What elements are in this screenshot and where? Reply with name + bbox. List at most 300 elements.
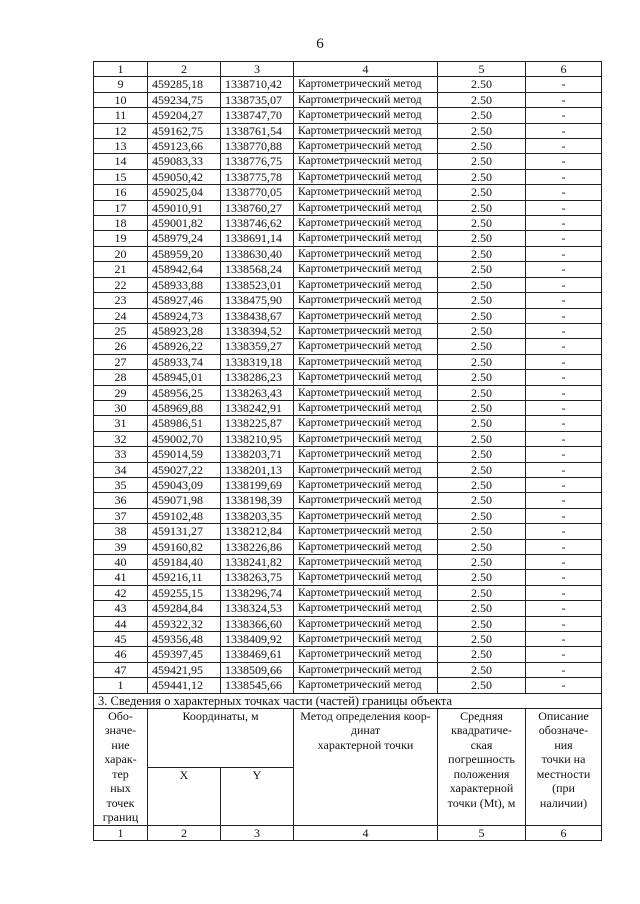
method-cell: Картометрический метод	[294, 277, 438, 292]
description-cell: -	[526, 216, 602, 231]
point-number-cell: 18	[94, 216, 148, 231]
table-row	[94, 293, 602, 308]
column-number: 5	[438, 826, 526, 841]
point-number-cell: 15	[94, 169, 148, 184]
table-row	[94, 416, 602, 431]
coordinates-table	[93, 61, 602, 841]
table-row	[94, 77, 602, 92]
table-row	[94, 123, 602, 138]
coordinate-x-cell: 459421,95	[148, 662, 221, 677]
table-row	[94, 462, 602, 477]
accuracy-cell: 2.50	[438, 277, 526, 292]
coordinate-y-cell: 1338199,69	[221, 477, 294, 492]
coordinate-x-cell: 459234,75	[148, 92, 221, 107]
coordinate-x-cell: 458933,74	[148, 354, 221, 369]
method-cell: Картометрический метод	[294, 216, 438, 231]
table-row	[94, 616, 602, 631]
point-number-cell: 44	[94, 616, 148, 631]
coordinate-y-cell: 1338242,91	[221, 400, 294, 415]
coordinate-y-cell: 1338226,86	[221, 539, 294, 554]
point-number-cell: 36	[94, 493, 148, 508]
coordinate-y-cell: 1338296,74	[221, 585, 294, 600]
coordinate-y-cell: 1338776,75	[221, 154, 294, 169]
description-cell: -	[526, 108, 602, 123]
method-cell: Картометрический метод	[294, 447, 438, 462]
table-row	[94, 555, 602, 570]
accuracy-cell: 2.50	[438, 339, 526, 354]
coordinate-y-cell: 1338286,23	[221, 370, 294, 385]
column-number: 5	[438, 62, 526, 77]
coordinate-x-cell: 458959,20	[148, 246, 221, 261]
coordinate-y-cell: 1338366,60	[221, 616, 294, 631]
table-row	[94, 400, 602, 415]
description-cell: -	[526, 477, 602, 492]
table-row	[94, 169, 602, 184]
table-row	[94, 185, 602, 200]
description-cell: -	[526, 246, 602, 261]
point-number-cell: 33	[94, 447, 148, 462]
table-row	[94, 570, 602, 585]
accuracy-cell: 2.50	[438, 477, 526, 492]
coordinate-x-cell: 459123,66	[148, 139, 221, 154]
accuracy-cell: 2.50	[438, 354, 526, 369]
description-cell: -	[526, 385, 602, 400]
description-cell: -	[526, 262, 602, 277]
method-cell: Картометрический метод	[294, 616, 438, 631]
coordinate-y-cell: 1338568,24	[221, 262, 294, 277]
coordinate-y-cell: 1338770,05	[221, 185, 294, 200]
coordinate-y-cell: 1338198,39	[221, 493, 294, 508]
coordinate-y-cell: 1338760,27	[221, 200, 294, 215]
method-cell: Картометрический метод	[294, 262, 438, 277]
accuracy-cell: 2.50	[438, 231, 526, 246]
coordinate-y-cell: 1338201,13	[221, 462, 294, 477]
coordinate-y-cell: 1338469,61	[221, 647, 294, 662]
coordinate-x-cell: 459284,84	[148, 601, 221, 616]
header-accuracy: Средняя квадратиче- ская погрешность положения характерной точки (Mt), м	[438, 709, 526, 826]
coordinate-x-cell: 459285,18	[148, 77, 221, 92]
accuracy-cell: 2.50	[438, 139, 526, 154]
column-number-row	[94, 62, 602, 77]
coordinate-y-cell: 1338735,07	[221, 92, 294, 107]
accuracy-cell: 2.50	[438, 431, 526, 446]
description-cell: -	[526, 555, 602, 570]
point-number-cell: 9	[94, 77, 148, 92]
coordinate-y-cell: 1338203,35	[221, 508, 294, 523]
coordinate-y-cell: 1338394,52	[221, 323, 294, 338]
table-row	[94, 678, 602, 693]
description-cell: -	[526, 678, 602, 693]
method-cell: Картометрический метод	[294, 123, 438, 138]
description-cell: -	[526, 647, 602, 662]
table-row	[94, 524, 602, 539]
accuracy-cell: 2.50	[438, 585, 526, 600]
coordinate-y-cell: 1338210,95	[221, 431, 294, 446]
description-cell: -	[526, 416, 602, 431]
accuracy-cell: 2.50	[438, 123, 526, 138]
point-number-cell: 38	[94, 524, 148, 539]
table-row	[94, 585, 602, 600]
description-cell: -	[526, 539, 602, 554]
column-number: 4	[294, 826, 438, 841]
coordinate-x-cell: 458945,01	[148, 370, 221, 385]
accuracy-cell: 2.50	[438, 447, 526, 462]
coordinate-x-cell: 459204,27	[148, 108, 221, 123]
point-number-cell: 19	[94, 231, 148, 246]
method-cell: Картометрический метод	[294, 77, 438, 92]
coordinate-y-cell: 1338509,66	[221, 662, 294, 677]
point-number-cell: 16	[94, 185, 148, 200]
description-cell: -	[526, 200, 602, 215]
accuracy-cell: 2.50	[438, 385, 526, 400]
point-number-cell: 26	[94, 339, 148, 354]
point-number-cell: 29	[94, 385, 148, 400]
method-cell: Картометрический метод	[294, 92, 438, 107]
coordinate-x-cell: 458927,46	[148, 293, 221, 308]
table-row	[94, 477, 602, 492]
section-3-title: 3. Сведения о характерных точках части (частей) границы объекта	[94, 693, 602, 708]
method-cell: Картометрический метод	[294, 200, 438, 215]
table-row	[94, 339, 602, 354]
point-number-cell: 23	[94, 293, 148, 308]
description-cell: -	[526, 431, 602, 446]
coordinate-x-cell: 459010,91	[148, 200, 221, 215]
column-number: 2	[148, 826, 221, 841]
coordinate-x-cell: 459322,32	[148, 616, 221, 631]
coordinate-x-cell: 459050,42	[148, 169, 221, 184]
point-number-cell: 47	[94, 662, 148, 677]
table-row	[94, 662, 602, 677]
coordinate-x-cell: 459071,98	[148, 493, 221, 508]
header-description: Описание обозначе- ния точки на местности (при наличии)	[526, 709, 602, 826]
coordinate-y-cell: 1338409,92	[221, 632, 294, 647]
coordinate-y-cell: 1338263,75	[221, 570, 294, 585]
accuracy-cell: 2.50	[438, 462, 526, 477]
description-cell: -	[526, 447, 602, 462]
accuracy-cell: 2.50	[438, 570, 526, 585]
table-row	[94, 154, 602, 169]
description-cell: -	[526, 231, 602, 246]
point-number-cell: 39	[94, 539, 148, 554]
column-number: 1	[94, 62, 148, 77]
method-cell: Картометрический метод	[294, 185, 438, 200]
description-cell: -	[526, 323, 602, 338]
column-number: 2	[148, 62, 221, 77]
method-cell: Картометрический метод	[294, 431, 438, 446]
accuracy-cell: 2.50	[438, 308, 526, 323]
accuracy-cell: 2.50	[438, 493, 526, 508]
description-cell: -	[526, 508, 602, 523]
table-row	[94, 447, 602, 462]
description-cell: -	[526, 400, 602, 415]
description-cell: -	[526, 339, 602, 354]
coordinate-y-cell: 1338691,14	[221, 231, 294, 246]
method-cell: Картометрический метод	[294, 524, 438, 539]
point-number-cell: 21	[94, 262, 148, 277]
method-cell: Картометрический метод	[294, 370, 438, 385]
description-cell: -	[526, 570, 602, 585]
accuracy-cell: 2.50	[438, 246, 526, 261]
table-row	[94, 277, 602, 292]
table-row	[94, 539, 602, 554]
coordinate-x-cell: 459160,82	[148, 539, 221, 554]
description-cell: -	[526, 601, 602, 616]
section-title-row	[94, 693, 602, 708]
accuracy-cell: 2.50	[438, 400, 526, 415]
method-cell: Картометрический метод	[294, 539, 438, 554]
description-cell: -	[526, 92, 602, 107]
coordinate-y-cell: 1338241,82	[221, 555, 294, 570]
method-cell: Картометрический метод	[294, 462, 438, 477]
method-cell: Картометрический метод	[294, 323, 438, 338]
method-cell: Картометрический метод	[294, 139, 438, 154]
coordinate-y-cell: 1338225,87	[221, 416, 294, 431]
point-number-cell: 42	[94, 585, 148, 600]
accuracy-cell: 2.50	[438, 185, 526, 200]
method-cell: Картометрический метод	[294, 154, 438, 169]
point-number-cell: 12	[94, 123, 148, 138]
method-cell: Картометрический метод	[294, 385, 438, 400]
point-number-cell: 28	[94, 370, 148, 385]
column-number: 6	[526, 62, 602, 77]
coordinate-y-cell: 1338319,18	[221, 354, 294, 369]
coordinate-y-cell: 1338770,88	[221, 139, 294, 154]
coordinate-x-cell: 458926,22	[148, 339, 221, 354]
coordinate-y-cell: 1338747,70	[221, 108, 294, 123]
coordinate-y-cell: 1338523,01	[221, 277, 294, 292]
coordinate-x-cell: 459441,12	[148, 678, 221, 693]
table-row	[94, 323, 602, 338]
accuracy-cell: 2.50	[438, 370, 526, 385]
accuracy-cell: 2.50	[438, 154, 526, 169]
description-cell: -	[526, 77, 602, 92]
point-number-cell: 37	[94, 508, 148, 523]
coordinate-x-cell: 458923,28	[148, 323, 221, 338]
method-cell: Картометрический метод	[294, 416, 438, 431]
description-cell: -	[526, 493, 602, 508]
accuracy-cell: 2.50	[438, 323, 526, 338]
table-row	[94, 308, 602, 323]
point-number-cell: 25	[94, 323, 148, 338]
table-row	[94, 647, 602, 662]
table-row	[94, 200, 602, 215]
coordinate-x-cell: 458986,51	[148, 416, 221, 431]
coordinate-x-cell: 459216,11	[148, 570, 221, 585]
accuracy-cell: 2.50	[438, 647, 526, 662]
header-x: X	[148, 767, 221, 826]
method-cell: Картометрический метод	[294, 400, 438, 415]
accuracy-cell: 2.50	[438, 601, 526, 616]
accuracy-cell: 2.50	[438, 508, 526, 523]
coordinate-y-cell: 1338746,62	[221, 216, 294, 231]
point-number-cell: 22	[94, 277, 148, 292]
header-y: Y	[221, 767, 294, 826]
description-cell: -	[526, 632, 602, 647]
accuracy-cell: 2.50	[438, 632, 526, 647]
coordinate-y-cell: 1338630,40	[221, 246, 294, 261]
coordinate-x-cell: 459002,70	[148, 431, 221, 446]
method-cell: Картометрический метод	[294, 477, 438, 492]
description-cell: -	[526, 169, 602, 184]
page-number: 6	[316, 36, 324, 52]
point-number-cell: 41	[94, 570, 148, 585]
coordinate-y-cell: 1338438,67	[221, 308, 294, 323]
table-row	[94, 370, 602, 385]
accuracy-cell: 2.50	[438, 662, 526, 677]
point-number-cell: 43	[94, 601, 148, 616]
coordinate-x-cell: 459025,04	[148, 185, 221, 200]
table-row	[94, 108, 602, 123]
point-number-cell: 34	[94, 462, 148, 477]
table-row	[94, 216, 602, 231]
point-number-cell: 35	[94, 477, 148, 492]
method-cell: Картометрический метод	[294, 632, 438, 647]
accuracy-cell: 2.50	[438, 108, 526, 123]
point-number-cell: 14	[94, 154, 148, 169]
coordinate-y-cell: 1338545,66	[221, 678, 294, 693]
point-number-cell: 40	[94, 555, 148, 570]
table-row	[94, 385, 602, 400]
column-number: 6	[526, 826, 602, 841]
coordinate-y-cell: 1338324,53	[221, 601, 294, 616]
description-cell: -	[526, 185, 602, 200]
coordinate-x-cell: 459184,40	[148, 555, 221, 570]
description-cell: -	[526, 154, 602, 169]
description-cell: -	[526, 308, 602, 323]
coordinate-x-cell: 458942,64	[148, 262, 221, 277]
coordinate-x-cell: 459102,48	[148, 508, 221, 523]
table-row	[94, 231, 602, 246]
method-cell: Картометрический метод	[294, 108, 438, 123]
method-cell: Картометрический метод	[294, 339, 438, 354]
accuracy-cell: 2.50	[438, 293, 526, 308]
table-row	[94, 508, 602, 523]
accuracy-cell: 2.50	[438, 262, 526, 277]
point-number-cell: 11	[94, 108, 148, 123]
point-number-cell: 30	[94, 400, 148, 415]
coordinate-y-cell: 1338761,54	[221, 123, 294, 138]
coordinate-y-cell: 1338263,43	[221, 385, 294, 400]
accuracy-cell: 2.50	[438, 555, 526, 570]
method-cell: Картометрический метод	[294, 508, 438, 523]
header-coordinates: Координаты, м	[148, 709, 294, 768]
header-point-designation: Обо- значе- ние харак- тер ных точек границ	[94, 709, 148, 826]
coordinate-x-cell: 459001,82	[148, 216, 221, 231]
coordinate-y-cell: 1338475,90	[221, 293, 294, 308]
method-cell: Картометрический метод	[294, 293, 438, 308]
method-cell: Картометрический метод	[294, 308, 438, 323]
coordinate-x-cell: 458924,73	[148, 308, 221, 323]
description-cell: -	[526, 585, 602, 600]
column-number: 3	[221, 62, 294, 77]
description-cell: -	[526, 277, 602, 292]
method-cell: Картометрический метод	[294, 647, 438, 662]
point-number-cell: 10	[94, 92, 148, 107]
coordinate-x-cell: 459014,59	[148, 447, 221, 462]
coordinate-x-cell: 459162,75	[148, 123, 221, 138]
accuracy-cell: 2.50	[438, 539, 526, 554]
description-cell: -	[526, 462, 602, 477]
table-row	[94, 262, 602, 277]
description-cell: -	[526, 354, 602, 369]
table-row	[94, 92, 602, 107]
method-cell: Картометрический метод	[294, 601, 438, 616]
coordinate-x-cell: 458979,24	[148, 231, 221, 246]
description-cell: -	[526, 370, 602, 385]
point-number-cell: 31	[94, 416, 148, 431]
section-3-header-row	[94, 709, 602, 768]
accuracy-cell: 2.50	[438, 416, 526, 431]
coordinate-x-cell: 459083,33	[148, 154, 221, 169]
point-number-cell: 20	[94, 246, 148, 261]
header-method: Метод определения коор- динат характерной точки	[294, 709, 438, 826]
coordinate-x-cell: 459131,27	[148, 524, 221, 539]
method-cell: Картометрический метод	[294, 169, 438, 184]
point-number-cell: 13	[94, 139, 148, 154]
accuracy-cell: 2.50	[438, 92, 526, 107]
coordinate-y-cell: 1338775,78	[221, 169, 294, 184]
coordinate-x-cell: 459356,48	[148, 632, 221, 647]
point-number-cell: 46	[94, 647, 148, 662]
table-row	[94, 493, 602, 508]
point-number-cell: 1	[94, 678, 148, 693]
method-cell: Картометрический метод	[294, 570, 438, 585]
accuracy-cell: 2.50	[438, 616, 526, 631]
method-cell: Картометрический метод	[294, 231, 438, 246]
table-row	[94, 139, 602, 154]
method-cell: Картометрический метод	[294, 493, 438, 508]
description-cell: -	[526, 524, 602, 539]
point-number-cell: 27	[94, 354, 148, 369]
point-number-cell: 17	[94, 200, 148, 215]
coordinate-y-cell: 1338710,42	[221, 77, 294, 92]
point-number-cell: 24	[94, 308, 148, 323]
accuracy-cell: 2.50	[438, 678, 526, 693]
coordinate-x-cell: 458956,25	[148, 385, 221, 400]
table-row	[94, 246, 602, 261]
coordinate-y-cell: 1338203,71	[221, 447, 294, 462]
description-cell: -	[526, 293, 602, 308]
coordinate-x-cell: 458933,88	[148, 277, 221, 292]
table-row	[94, 632, 602, 647]
description-cell: -	[526, 662, 602, 677]
column-number: 3	[221, 826, 294, 841]
coordinate-y-cell: 1338359,27	[221, 339, 294, 354]
accuracy-cell: 2.50	[438, 524, 526, 539]
coordinate-x-cell: 458969,88	[148, 400, 221, 415]
coordinate-x-cell: 459043,09	[148, 477, 221, 492]
table-row	[94, 431, 602, 446]
description-cell: -	[526, 139, 602, 154]
coordinate-y-cell: 1338212,84	[221, 524, 294, 539]
coordinate-x-cell: 459027,22	[148, 462, 221, 477]
accuracy-cell: 2.50	[438, 169, 526, 184]
coordinate-x-cell: 459255,15	[148, 585, 221, 600]
method-cell: Картометрический метод	[294, 354, 438, 369]
method-cell: Картометрический метод	[294, 555, 438, 570]
table-row	[94, 601, 602, 616]
method-cell: Картометрический метод	[294, 662, 438, 677]
method-cell: Картометрический метод	[294, 678, 438, 693]
method-cell: Картометрический метод	[294, 585, 438, 600]
table-row	[94, 354, 602, 369]
method-cell: Картометрический метод	[294, 246, 438, 261]
column-number: 1	[94, 826, 148, 841]
section-3-column-number-row	[94, 826, 602, 841]
description-cell: -	[526, 616, 602, 631]
point-number-cell: 45	[94, 632, 148, 647]
point-number-cell: 32	[94, 431, 148, 446]
